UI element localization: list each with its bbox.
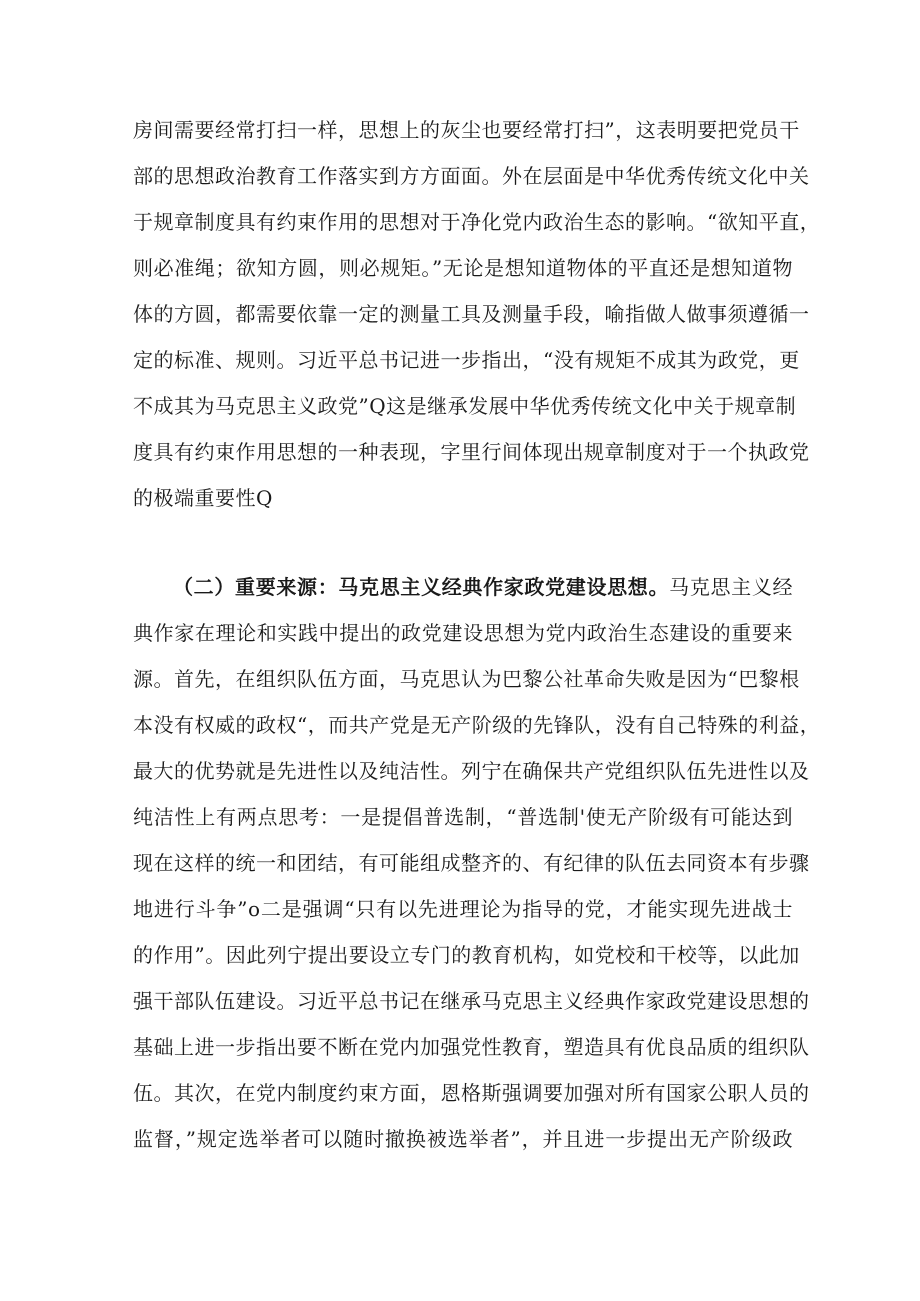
paragraph-2-line-1 xyxy=(173,572,793,602)
paragraph-2-line-13: 监督，”规定选举者可以随时撤换被选举者”，并且进一步提出无产阶级政 xyxy=(133,1127,793,1151)
paragraph-2-line-8: 地进行斗争”o二是强调“只有以先进理论为指导的党，才能实现先进战士 xyxy=(133,897,793,921)
paragraph-1-line-8: 度具有约束作用思想的一种表现，字里行间体现出规章制度对于一个执政党 xyxy=(133,440,810,464)
paragraph-2-line-9: 的作用”。因此列宁提出要设立专门的教育机构，如党校和干校等，以此加 xyxy=(133,943,800,967)
paragraph-2-line-5: 最大的优势就是先进性以及纯洁性。列宁在确保共产党组织队伍先进性以及 xyxy=(133,759,810,783)
paragraph-1-line-1: 房间需要经常打扫一样，思想上的灰尘也要经常打扫”，这表明要把党员干 xyxy=(133,118,800,142)
paragraph-2-line-11: 基础上进一步指出要不断在党内加强党性教育，塑造具有优良品质的组织队 xyxy=(133,1035,810,1059)
paragraph-2-line-7: 现在这样的统一和团结，有可能组成整齐的、有纪律的队伍去同资本有步骤 xyxy=(133,851,810,875)
paragraph-2-line-2: 典作家在理论和实践中提出的政党建设思想为党内政治生态建设的重要来 xyxy=(133,621,793,645)
paragraph-2-line-4: 本没有权威的政权“，而共产党是无产阶级的先锋队，没有自己特殊的利益， xyxy=(133,713,821,737)
paragraph-1-line-6: 定的标准、规则。习近平总书记进一步指出，“没有规矩不成其为政党，更 xyxy=(133,348,800,372)
paragraph-2-line-12: 伍。其次，在党内制度约束方面，恩格斯强调要加强对所有国家公职人员的 xyxy=(133,1081,810,1105)
paragraph-2-line-1-rest: 马克思主义经 xyxy=(669,575,794,599)
paragraph-1-line-4: 则必准绳；欲知方圆，则必规矩。”无论是想知道物体的平直还是想知道物 xyxy=(133,256,793,280)
paragraph-1-line-2: 部的思想政治教育工作落实到方方面面。外在层面是中华优秀传统文化中关 xyxy=(133,164,810,188)
paragraph-1-line-3: 于规章制度具有约束作用的思想对于净化党内政治生态的影响。“欲知平直， xyxy=(133,210,821,234)
paragraph-2-line-3: 源。首先，在组织队伍方面，马克思认为巴黎公社革命失败是因为“巴黎根 xyxy=(133,667,800,691)
section-heading: （二）重要来源：马克思主义经典作家政党建设思想。 xyxy=(173,575,670,599)
paragraph-1-line-7: 不成其为马克思主义政党”Q这是继承发展中华优秀传统文化中关于规章制 xyxy=(133,394,797,418)
paragraph-2-line-10: 强干部队伍建设。习近平总书记在继承马克思主义经典作家政党建设思想的 xyxy=(133,989,810,1013)
paragraph-1-line-9: 的极端重要性Q xyxy=(133,486,273,510)
paragraph-1-line-5: 体的方圆，都需要依靠一定的测量工具及测量手段，喻指做人做事须遵循一 xyxy=(133,302,810,326)
paragraph-2-line-6: 纯洁性上有两点思考：一是提倡普选制，“普选制'使无产阶级有可能达到 xyxy=(133,805,793,829)
